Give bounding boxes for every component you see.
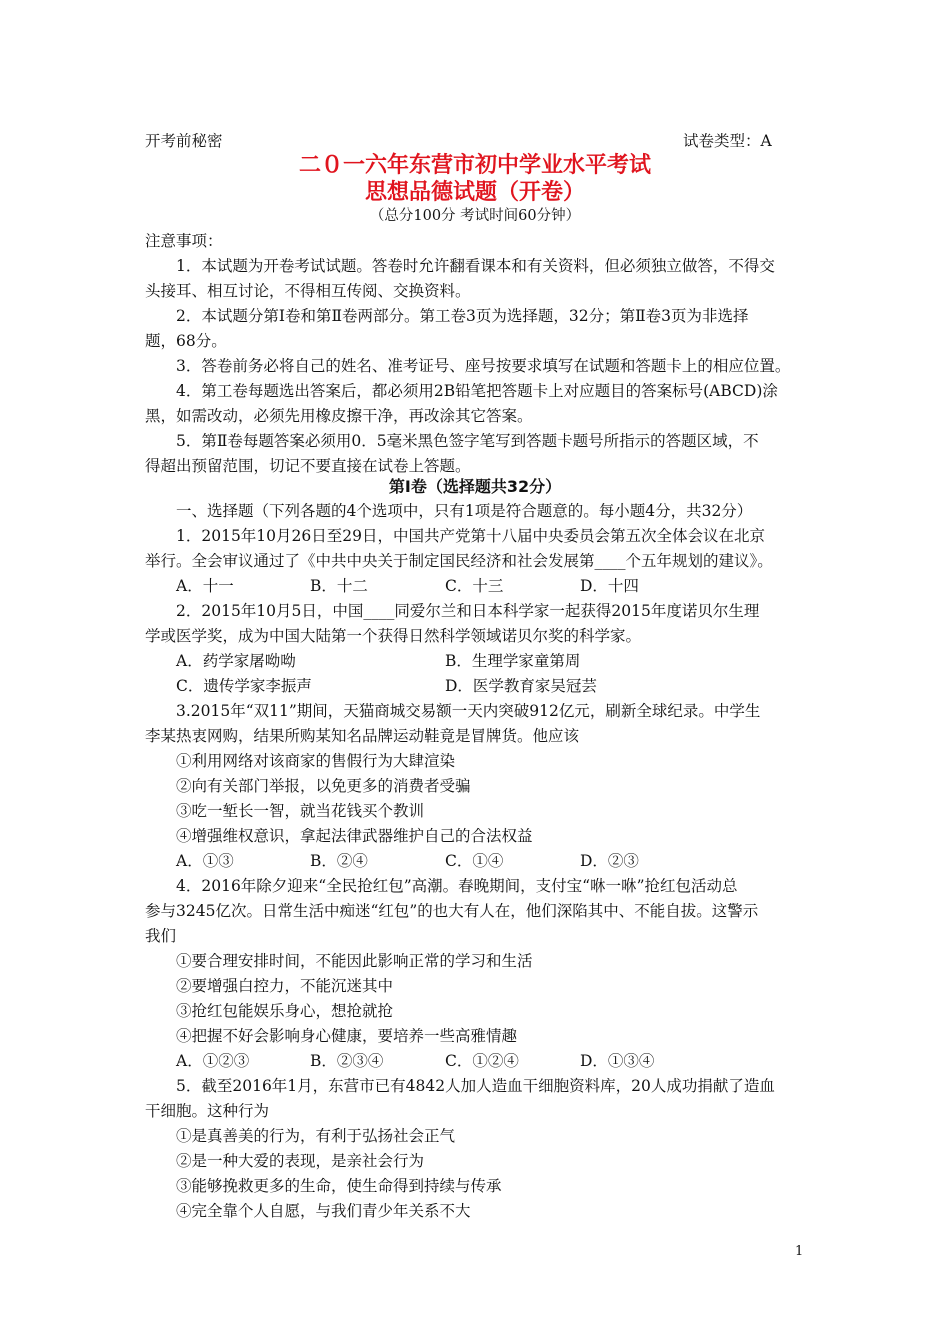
question-5: 5．截至2016年1月，东营市已有4842人加人造血干细胞资料库，20人成功捐献了造血 (176, 1077, 775, 1095)
note-5-cont: 得超出预留范围，切记不要直接在试卷上答题。 (145, 457, 471, 475)
q3-item: ③吃一堑长一智，就当花钱买个教训 (176, 802, 425, 820)
q4-item: ②要增强白控力，不能沉迷其中 (176, 977, 394, 995)
q5-item: ②是一种大爱的表现，是亲社会行为 (176, 1152, 425, 1170)
note-3: 3．答卷前务必将自己的姓名、准考证号、座号按要求填写在试题和答题卡上的相应位置。 (176, 357, 791, 375)
q2-option-a: A．药学家屠呦呦 (176, 652, 296, 670)
q4-option-d: D．①③④ (580, 1052, 655, 1070)
question-5-cont: 干细胞。这种行为 (145, 1102, 270, 1120)
question-2-cont: 学或医学奖，成为中国大陆第一个获得日然科学领域诺贝尔奖的科学家。 (145, 627, 642, 645)
question-1: 1．2015年10月26日至29日，中国共产党第十八届中央委员会第五次全体会议在北京 (176, 527, 765, 545)
q2-option-b: B．生理学家童第周 (445, 652, 581, 670)
notes-heading: 注意事项： (145, 232, 223, 250)
q5-item: ①是真善美的行为，有利于弘扬社会正气 (176, 1127, 456, 1145)
q1-option-b: B．十二 (310, 577, 368, 595)
q4-item: ④把握不好会影响身心健康，要培养一些高雅情趣 (176, 1027, 518, 1045)
question-4: 4．2016年除夕迎来“全民抢红包”高潮。春晚期间，支付宝“咻一咻”抢红包活动总 (176, 877, 738, 895)
page-number: 1 (795, 1244, 804, 1259)
question-3: 3.2015年“双11”期间，天猫商城交易额一天内突破912亿元，刷新全球纪录。中学生 (176, 702, 761, 720)
q3-option-b: B．②④ (310, 852, 368, 870)
note-1: 1．本试题为开卷考试试题。答卷时允许翻看课本和有关资料，但必须独立做答，不得交 (176, 257, 775, 275)
exam-title: 二０一六年东营市初中学业水平考试 (298, 153, 651, 178)
q4-option-a: A．①②③ (176, 1052, 250, 1070)
note-1-cont: 头接耳、相互讨论，不得相互传阅、交换资料。 (145, 282, 471, 300)
q4-item: ③抢红包能娱乐身心，想抢就抢 (176, 1002, 394, 1020)
question-2: 2．2015年10月5日，中国____同爱尔兰和日本科学家一起获得2015年度诺贝尔生理 (176, 602, 760, 620)
question-3-cont: 李某热衷网购，结果所购某知名品牌运动鞋竟是冒牌货。他应该 (145, 727, 580, 745)
q2-option-d: D．医学教育家吴冠芸 (445, 677, 597, 695)
exam-score-time: （总分100分 考试时间60分钟） (369, 208, 581, 224)
q4-option-b: B．②③④ (310, 1052, 384, 1070)
question-4-cont: 参与3245亿次。日常生活中痴迷“红包”的也大有人在，他们深陷其中、不能自拔。这警示 (145, 902, 759, 920)
section-intro: 一、选择题（下列各题的4个选项中，只有1项是符合题意的。每小题4分，共32分） (176, 502, 753, 520)
q5-item: ③能够挽救更多的生命，使生命得到持续与传承 (176, 1177, 502, 1195)
q4-option-c: C．①②④ (445, 1052, 519, 1070)
note-5: 5．第Ⅱ卷每题答案必须用0．5毫米黑色签字笔写到答题卡题号所指示的答题区域，不 (176, 432, 759, 450)
q1-option-a: A．十一 (176, 577, 234, 595)
question-1-cont: 举行。全会审议通过了《中共中央关于制定国民经济和社会发展第____个五年规划的建议》。 (145, 552, 773, 570)
note-4-cont: 黑，如需改动，必须先用橡皮擦干净，再改涂其它答案。 (145, 407, 533, 425)
q1-option-d: D．十四 (580, 577, 639, 595)
section-title: 第Ⅰ卷（选择题共32分） (388, 477, 562, 496)
header-left: 开考前秘密 (145, 132, 223, 150)
q1-option-c: C．十三 (445, 577, 504, 595)
q5-item: ④完全靠个人自愿，与我们青少年关系不大 (176, 1202, 471, 1220)
header-right: 试卷类型：A (683, 132, 772, 150)
note-4: 4．第工卷每题选出答案后，都必须用2B铅笔把答题卡上对应题目的答案标号(ABCD)涂 (176, 382, 778, 400)
note-2-cont: 题，68分。 (145, 332, 227, 350)
question-4-cont: 我们 (145, 927, 177, 945)
q3-option-c: C．①④ (445, 852, 504, 870)
q3-item: ④增强维权意识，拿起法律武器维护自己的合法权益 (176, 827, 533, 845)
exam-subject-title: 思想品德试题（开卷） (364, 180, 585, 205)
q3-item: ②向有关部门举报，以免更多的消费者受骗 (176, 777, 471, 795)
q3-item: ①利用网络对该商家的售假行为大肆渲染 (176, 752, 456, 770)
q3-option-d: D．②③ (580, 852, 639, 870)
q2-option-c: C．遗传学家李振声 (176, 677, 312, 695)
q3-option-a: A．①③ (176, 852, 234, 870)
q4-item: ①要合理安排时间，不能因此影响正常的学习和生活 (176, 952, 533, 970)
note-2: 2．本试题分第Ⅰ卷和第Ⅱ卷两部分。第工卷3页为选择题，32分；第Ⅱ卷3页为非选择 (176, 307, 749, 325)
